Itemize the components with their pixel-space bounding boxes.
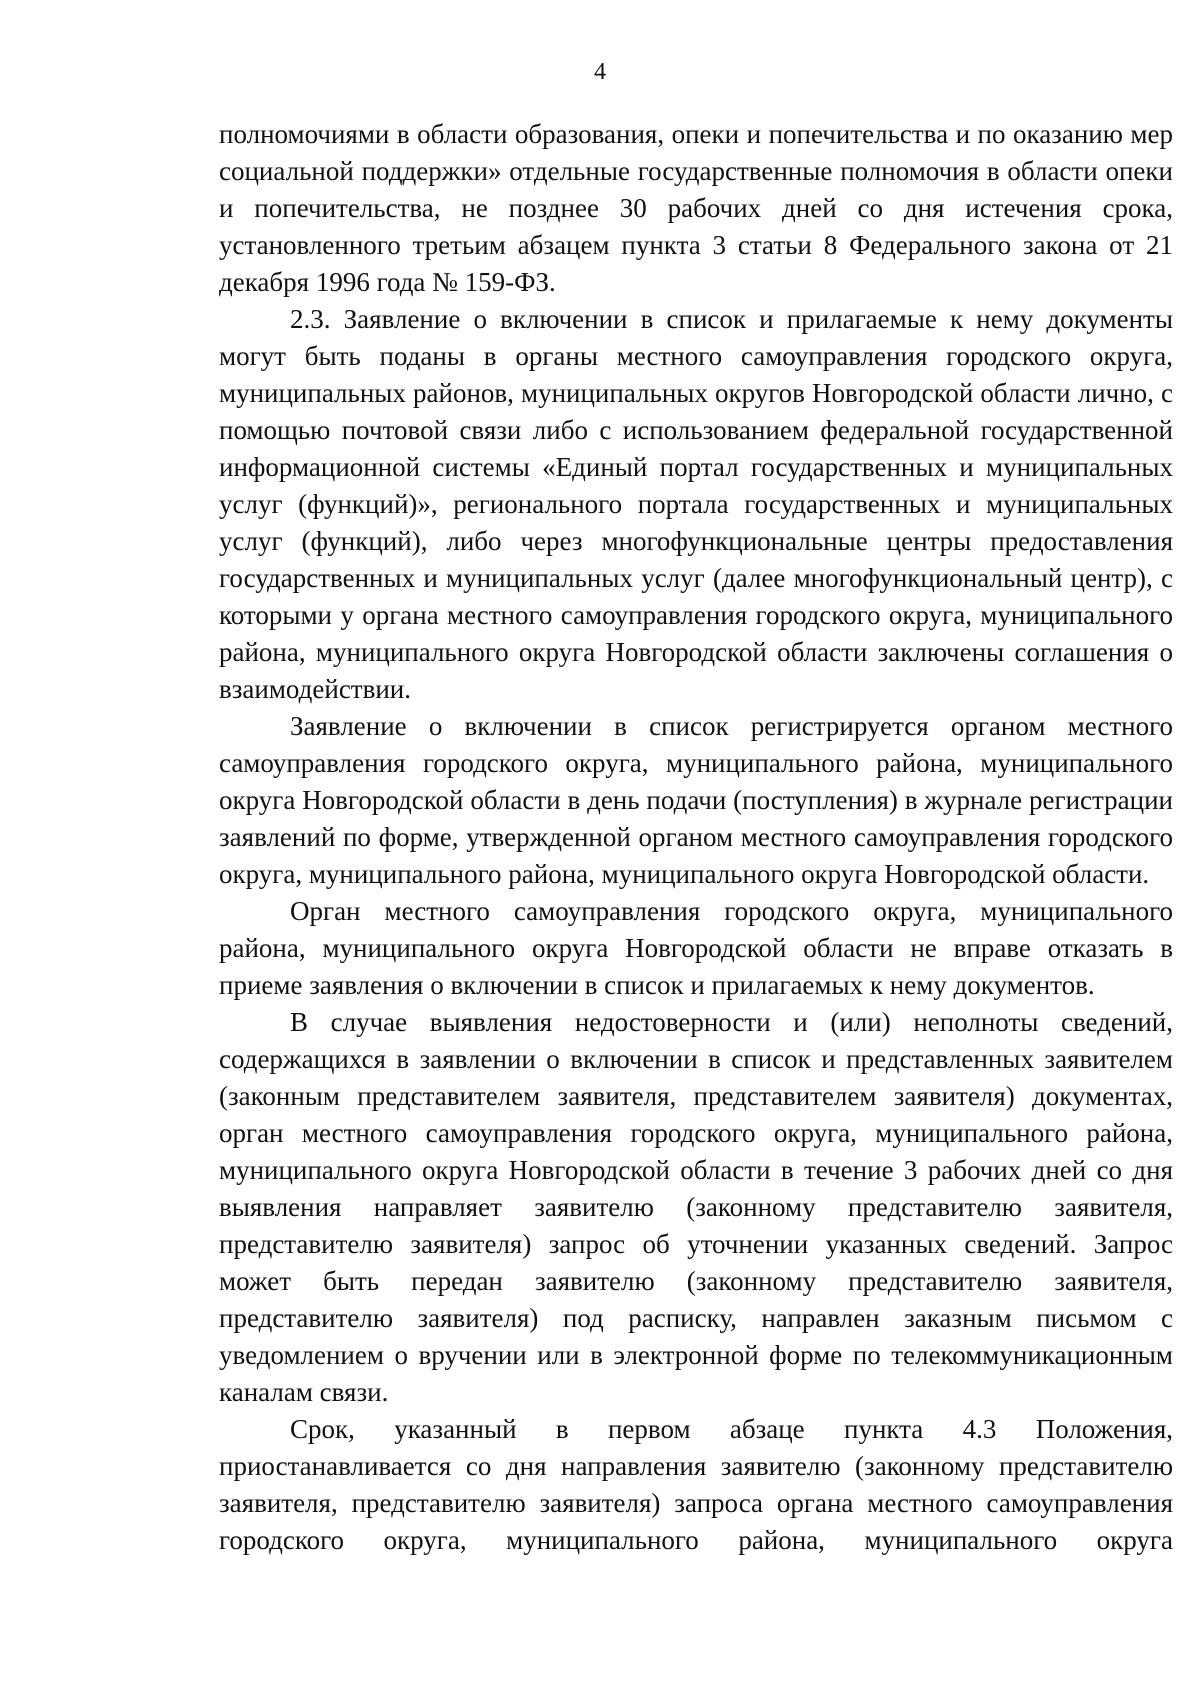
paragraph-continuation: полномочиями в области образования, опеки и попечительства и по оказанию мер социальной поддержки» отдельные государственные полномочия в области опеки и попечительства, не позднее 30 рабочих дней со дня истечения срока, установленного третьим абзацем пункта 3 статьи 8 Федерального закона от 21 декабря 1996 года № 159-ФЗ. [219, 119, 1173, 297]
document-body [219, 116, 1173, 1559]
page-number: 4 [594, 59, 606, 85]
paragraph-term-suspension: Срок, указанный в первом абзаце пункта 4.3 Положения, приостанавливается со дня направления заявителю (законному представителю заявителя, представителю заявителя) запроса органа местного самоуправления городского округа, муниципального района, муниципального округа [219, 1414, 1173, 1555]
paragraph-inaccuracy-request: В случае выявления недостоверности и (или) неполноты сведений, содержащихся в заявлении о включении в список и представленных заявителем (законным представителем заявителя, представителем заявителя) документах, орган местного самоуправления городского округа, муниципального района, муниципального округа Новгородской области в течение 3 рабочих дней со дня выявления направляет заявителю (законному представителю заявителя, представителю заявителя) запрос об уточнении указанных сведений. Запрос может быть передан заявителю (законному представителю заявителя, представителю заявителя) под расписку, направлен заказным письмом с уведомлением о вручении или в электронной форме по телекоммуникационным каналам связи. [219, 1007, 1173, 1407]
paragraph-registration: Заявление о включении в список регистрируется органом местного самоуправления городского округа, муниципального района, муниципального округа Новгородской области в день подачи (поступления) в журнале регистрации заявлений по форме, утвержденной органом местного самоуправления городского округа, муниципального района, муниципального округа Новгородской области. [219, 711, 1173, 889]
paragraph-clause-2-3: 2.3. Заявление о включении в список и прилагаемые к нему документы могут быть поданы в органы местного самоуправления городского округа, муниципальных районов, муниципальных округов Новгородской области лично, с помощью почтовой связи либо с использованием федеральной государственной информационной системы «Единый портал государственных и муниципальных услуг (функций)», регионального портала государственных и муниципальных услуг (функций), либо через многофункциональные центры предоставления государственных и муниципальных услуг (далее многофункциональный центр), с которыми у органа местного самоуправления городского округа, муниципального района, муниципального округа Новгородской области заключены соглашения о взаимодействии. [219, 304, 1173, 704]
paragraph-no-refusal: Орган местного самоуправления городского округа, муниципального района, муниципального округа Новгородской области не вправе отказать в приеме заявления о включении в список и прилагаемых к нему документов. [219, 896, 1173, 1000]
